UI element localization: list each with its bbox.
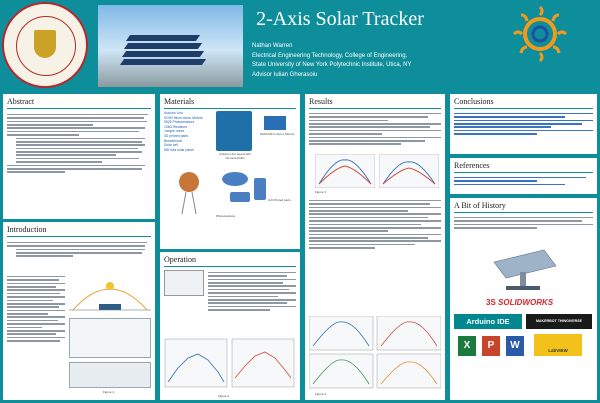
- section-heading: Materials: [164, 97, 195, 106]
- university-seal: [2, 2, 88, 88]
- author-line: Advisor Iulian Gherasoiu: [252, 71, 318, 78]
- tracker-sketch: [69, 362, 151, 388]
- solidworks-logo: [486, 298, 553, 307]
- printed-parts-caption: 3-D Printed parts: [268, 198, 291, 202]
- photoresistor-image: [166, 168, 212, 216]
- results-text-placeholder: [309, 198, 441, 310]
- ds-icon: 3S: [486, 298, 499, 307]
- power-comparison-plots: [309, 316, 441, 392]
- list-item: Arduino Uno: [164, 111, 183, 115]
- list-item: 3D printed parts: [164, 133, 189, 138]
- printed-part-bracket: [230, 192, 250, 202]
- photoresistor-caption: Photoresistors: [216, 214, 236, 218]
- servo-caption: SG90 Micro Servo Motors: [259, 132, 295, 136]
- printed-part-arm: [254, 178, 266, 200]
- word-icon: W: [506, 336, 524, 356]
- results-panel: [305, 94, 445, 400]
- thingiverse-label: MAKERBOT THINGIVERSE: [535, 319, 583, 323]
- section-heading: Abstract: [7, 97, 35, 106]
- list-item: 5W mini solar panel: [164, 147, 194, 152]
- thingiverse-badge: [526, 314, 592, 329]
- history-panel: [450, 198, 597, 400]
- list-item: Breadboard: [164, 138, 182, 143]
- history-text-placeholder: [454, 215, 593, 239]
- sun-logo: [510, 3, 570, 65]
- solidworks-label: SOLIDWORKS: [498, 298, 554, 307]
- list-item: Solar cell: [164, 143, 178, 148]
- tracker-model-render: [484, 242, 564, 292]
- section-heading: Conclusions: [454, 97, 494, 106]
- introduction-panel: [3, 222, 155, 400]
- printed-part-disc: [222, 172, 248, 186]
- operation-text-placeholder: [208, 270, 296, 336]
- current-plot: [379, 154, 439, 188]
- author-line: Electrical Engineering Technology, College of Engineering,: [252, 52, 408, 59]
- figure-3-caption: Figure 3: [315, 190, 327, 194]
- section-heading: Operation: [164, 255, 196, 264]
- figure-1-caption: Figure 1: [103, 390, 115, 394]
- tracking-plots: [164, 338, 296, 392]
- conclusions-text-placeholder: [454, 111, 593, 151]
- irradiance-plot-grid: [69, 318, 151, 358]
- sun-position-diagram: [69, 274, 151, 314]
- introduction-text-placeholder: [7, 240, 151, 270]
- section-heading: References: [454, 161, 490, 170]
- arduino-ide-badge: [454, 314, 522, 329]
- figure-2-caption: Figure 2: [218, 394, 230, 398]
- arduino-board-image: [216, 111, 252, 151]
- powerpoint-icon: P: [482, 336, 500, 356]
- list-item: Jumper wires: [164, 129, 185, 134]
- conclusions-panel: [450, 94, 597, 154]
- author-line: State University of New York Polytechnic Institute, Utica, NY: [252, 62, 412, 68]
- references-text-placeholder: [454, 175, 593, 191]
- labview-icon: [534, 334, 582, 356]
- section-heading: Introduction: [7, 225, 47, 234]
- section-heading: A Bit of History: [454, 201, 506, 210]
- servo-motor-image: [264, 116, 286, 130]
- abstract-panel: [3, 94, 155, 219]
- list-item: SG90 Micro-servo Motors: [164, 115, 203, 120]
- list-item: 5528 Photoresistors: [164, 120, 195, 125]
- arduino-ide-label: Arduino IDE: [466, 317, 510, 326]
- poster-title: 2-Axis Solar Tracker: [256, 8, 424, 30]
- references-panel: [450, 158, 597, 194]
- labview-label: LabVIEW: [548, 348, 568, 353]
- author-line: Nathan Warren: [252, 43, 293, 49]
- arduino-caption: Arduino Uno board with microcontroller: [219, 152, 251, 160]
- schematic-box: [164, 270, 204, 296]
- operation-panel: [160, 252, 300, 400]
- author-block: [252, 42, 472, 80]
- voltage-plot: [315, 154, 375, 188]
- materials-panel: [160, 94, 300, 249]
- solar-array-photo: [98, 5, 243, 87]
- section-heading: Results: [309, 97, 333, 106]
- excel-icon: X: [458, 336, 476, 356]
- introduction-text-placeholder: [7, 274, 65, 394]
- abstract-text-placeholder: [7, 112, 151, 214]
- list-item: 10kΩ Resistors: [164, 124, 188, 129]
- figure-4-caption: Figure 4: [315, 392, 327, 396]
